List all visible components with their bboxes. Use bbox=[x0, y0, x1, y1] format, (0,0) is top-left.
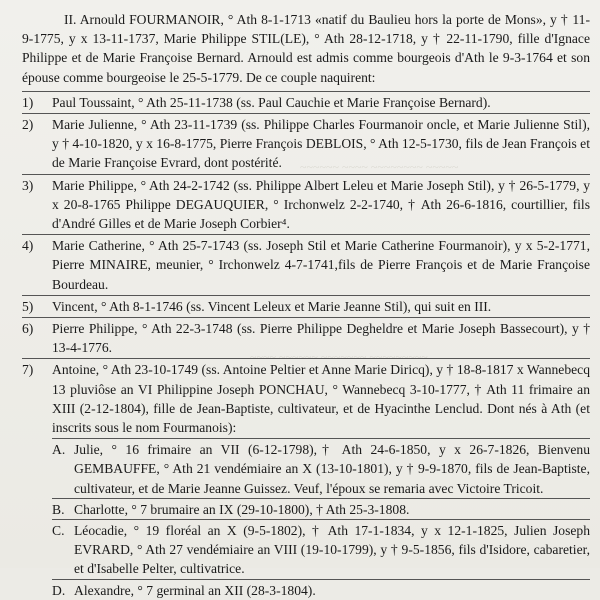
separator bbox=[52, 438, 590, 439]
separator bbox=[52, 498, 590, 499]
separator bbox=[52, 519, 590, 520]
entry-text: Vincent, ° Ath 8-1-1746 (ss. Vincent Leleux et Marie Jeanne Stil), qui suit en III. bbox=[52, 298, 492, 314]
entry-number: 7) bbox=[22, 362, 34, 378]
entry-text: Charlotte, ° 7 brumaire an IX (29-10-1800), † Ath 25-3-1808. bbox=[74, 501, 410, 517]
bleed-through: ~~~~ ~~~~~~ ~~~~~~~ ~~~~~~~~~ bbox=[250, 350, 428, 364]
separator bbox=[22, 317, 590, 318]
entry-number: 2) bbox=[22, 117, 34, 133]
child-entry bbox=[22, 115, 590, 173]
bleed-through: ~~~~~~ ~~~~ ~~~~~~~~ ~~~~~ bbox=[300, 160, 459, 174]
entry-text: Marie Catherine, ° Ath 25-7-1743 (ss. Joseph Stil et Marie Catherine Fourmanoir), y x 5-2-1771, Pierre MINAIRE, meunier, ° Irchonwelz 4-7-1741,fils de Pierre François et de Marie Françoise Bourdeau. bbox=[52, 238, 590, 292]
entry-letter: A. bbox=[52, 442, 66, 458]
separator bbox=[22, 295, 590, 296]
entry-text: Alexandre, ° 7 germinal an XII (28-3-1804). bbox=[74, 582, 316, 598]
entry-text: Marie Philippe, ° Ath 24-2-1742 (ss. Philippe Albert Leleu et Marie Joseph Stil), y † 26-5-1779, y x 20-8-1765 Philippe DEGAUQUIER, ° Irchonwelz 2-2-1740, † Ath 26-6-1816, courtillier, fils d'André Gilles et de Marie Joseph Corbier⁴. bbox=[52, 177, 590, 232]
intro-paragraph: II. Arnould FOURMANOIR, ° Ath 8-1-1713 «natif du Baulieu hors la porte de Mons», y † 11-9-1775, y x 13-11-1737, Marie Philippe STIL(LE), ° Ath 28-12-1718, y † 22-11-1790, fille d'Ignace Philippe et de Marie Françoise Bernard. Arnould est admis comme bourgeois d'Ath le 9-3-1764 et son épouse comme bourgeoise le 25-5-1779. De ce couple naquirent: bbox=[22, 12, 590, 85]
entry-letter: B. bbox=[52, 501, 65, 517]
grandchild-entry bbox=[52, 500, 590, 519]
grandchild-entry bbox=[52, 521, 590, 579]
child-entry bbox=[22, 319, 590, 357]
genealogy-text bbox=[22, 10, 590, 600]
separator bbox=[22, 91, 590, 92]
entry-letter: C. bbox=[52, 523, 65, 539]
child-entry bbox=[22, 360, 590, 437]
grandchild-entry bbox=[52, 440, 590, 498]
child-entry bbox=[22, 236, 590, 294]
separator bbox=[52, 579, 590, 580]
grandchild-entry bbox=[52, 581, 590, 600]
entry-number: 1) bbox=[22, 94, 34, 110]
entry-text: Léocadie, ° 19 floréal an X (9-5-1802), † Ath 17-1-1834, y x 12-1-1825, Julien Joseph EVRARD, ° Ath 27 vendémiaire an VIII (19-10-1799), y † 9-5-1856, fils d'Isidore, cabaretier, et d'Isabelle Pelter, cultivatrice. bbox=[74, 523, 590, 577]
child-entry bbox=[22, 176, 590, 234]
separator bbox=[22, 234, 590, 235]
entry-number: 3) bbox=[22, 177, 34, 193]
entry-number: 6) bbox=[22, 321, 34, 337]
entry-letter: D. bbox=[52, 582, 66, 598]
entry-number: 5) bbox=[22, 298, 34, 314]
entry-number: 4) bbox=[22, 238, 34, 254]
entry-text: Pierre Philippe, ° Ath 22-3-1748 (ss. Pierre Philippe Degheldre et Marie Joseph Bassecourt), y † 13-4-1776. bbox=[52, 321, 590, 356]
entry-text: Julie, ° 16 frimaire an VII (6-12-1798),† Ath 24-6-1850, y x 26-7-1826, Bienvenu GEMBAUFFE, ° Ath 21 vendémiaire an X (13-10-1801), y † 9-9-1870, fils de Jean-Baptiste, cultivateur, et de Marie Jeanne Guissez. Veuf, l'époux se remaria avec Victoire Tricoit. bbox=[74, 442, 590, 496]
separator bbox=[22, 113, 590, 114]
child-entry bbox=[22, 297, 590, 316]
separator bbox=[22, 358, 590, 359]
separator bbox=[22, 174, 590, 175]
child-entry bbox=[22, 93, 590, 112]
entry-text: Antoine, ° Ath 23-10-1749 (ss. Antoine Peltier et Anne Marie Diricq), y † 18-8-1817 x Wannebecq 13 pluviôse an VI Philippine Joseph PONCHAU, ° Wannebecq 3-10-1777, † Ath 11 frimaire an XIII (2-12-1804), fille de Jean-Baptiste, cultivateur, et de Hyacinthe Lenclud. Dont nés à Ath (et inscrits sous le nom Fourmanois): bbox=[52, 362, 590, 436]
entry-text: Paul Toussaint, ° Ath 25-11-1738 (ss. Paul Cauchie et Marie Françoise Bernard). bbox=[52, 94, 491, 110]
entry-text: Marie Julienne, ° Ath 23-11-1739 (ss. Philippe Charles Fourmanoir oncle, et Marie Julienne Stil), y † 4-10-1820, y x 16-8-1775, Pierre François DEBLOIS, ° Ath 12-5-1730, fils de Jean François et de Marie Françoise Evrard, dont postérité. bbox=[52, 117, 590, 171]
